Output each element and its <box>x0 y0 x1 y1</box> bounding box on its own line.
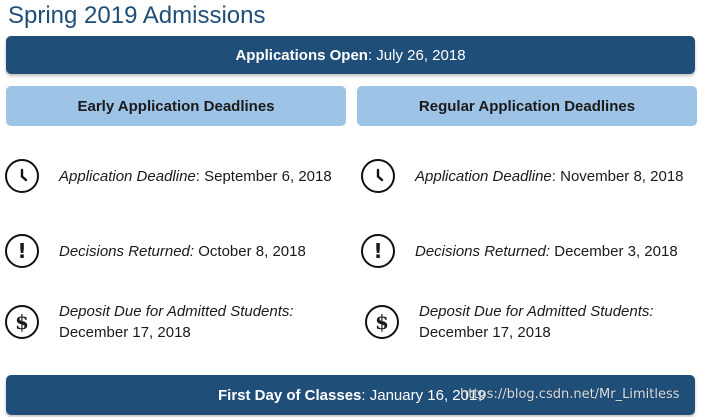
regular-deadlines-heading: Regular Application Deadlines <box>357 86 697 126</box>
regular-decisions-returned <box>361 234 678 268</box>
clock-icon <box>361 159 395 193</box>
watermark-text: https://blog.csdn.net/Mr_Limitless <box>460 387 680 402</box>
item-date: December 17, 2018 <box>59 324 191 341</box>
item-separator: : <box>551 167 561 185</box>
applications-open-label: Applications Open <box>235 46 368 64</box>
dollar-icon: $ <box>365 305 399 339</box>
applications-open-date: : July 26, 2018 <box>367 46 466 64</box>
clock-icon <box>5 159 39 193</box>
item-label: Decisions Returned: <box>59 242 195 260</box>
item-label: Deposit Due for Admitted Students: <box>59 303 294 320</box>
first-day-label: First Day of Classes <box>218 386 362 404</box>
first-day-date: : January 16, 2019 <box>361 386 486 404</box>
item-label: Decisions Returned: <box>415 242 551 260</box>
regular-deposit-due <box>365 301 654 343</box>
early-application-deadline <box>5 159 332 193</box>
early-deposit-due <box>5 301 294 343</box>
item-separator: : <box>195 167 205 185</box>
early-decisions-returned <box>5 234 306 268</box>
item-date: October 8, 2018 <box>198 242 306 260</box>
exclamation-icon: ! <box>361 234 395 268</box>
exclamation-icon: ! <box>5 234 39 268</box>
page-title: Spring 2019 Admissions <box>8 2 266 29</box>
early-deadlines-heading: Early Application Deadlines <box>6 86 346 126</box>
item-label: Application Deadline <box>415 167 552 185</box>
item-date: December 3, 2018 <box>554 242 678 260</box>
item-date: December 17, 2018 <box>419 324 551 341</box>
item-date: November 8, 2018 <box>560 167 684 185</box>
item-date: September 6, 2018 <box>204 167 332 185</box>
dollar-icon: $ <box>5 305 39 339</box>
applications-open-banner <box>6 36 695 74</box>
regular-application-deadline <box>361 159 684 193</box>
item-label: Application Deadline <box>59 167 196 185</box>
item-label: Deposit Due for Admitted Students: <box>419 303 654 320</box>
